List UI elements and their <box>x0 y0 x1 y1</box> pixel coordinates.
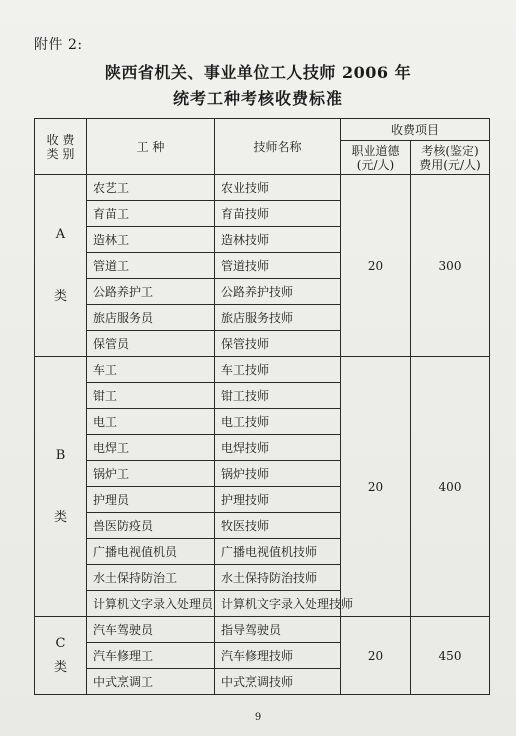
category-cell <box>35 175 87 357</box>
title-line-1: 陕西省机关、事业单位工人技师 2006 年 <box>104 63 412 82</box>
ethics-fee-cell: 20 <box>341 175 411 357</box>
job-cell: 汽车驾驶员 <box>87 617 215 643</box>
header-technician: 技师名称 <box>215 119 341 175</box>
header-exam-text: 考核(鉴定) 费用(元/人) <box>419 143 481 172</box>
technician-cell: 中式烹调技师 <box>215 669 341 695</box>
table-row <box>35 357 490 383</box>
technician-cell: 农业技师 <box>215 175 341 201</box>
job-cell: 电焊工 <box>87 435 215 461</box>
job-cell: 电工 <box>87 409 215 435</box>
page-number: 9 <box>254 712 262 723</box>
ethics-fee-cell: 20 <box>341 357 411 617</box>
title-line-2: 统考工种考核收费标准 <box>172 89 343 108</box>
technician-cell: 牧医技师 <box>215 513 341 539</box>
job-cell: 广播电视值机员 <box>87 539 215 565</box>
category-cell <box>35 357 87 617</box>
technician-cell: 指导驾驶员 <box>215 617 341 643</box>
technician-cell: 汽车修理技师 <box>215 643 341 669</box>
header-category-text: 收 费 类 别 <box>46 132 75 161</box>
technician-cell: 护理技师 <box>215 487 341 513</box>
technician-cell: 水土保持防治技师 <box>215 565 341 591</box>
technician-cell: 车工技师 <box>215 357 341 383</box>
job-cell: 中式烹调工 <box>87 669 215 695</box>
category-suffix: 类 <box>53 509 67 525</box>
category-cell <box>35 617 87 695</box>
technician-cell: 育苗技师 <box>215 201 341 227</box>
job-cell: 水土保持防治工 <box>87 565 215 591</box>
table-row <box>35 617 490 643</box>
header-fee-items: 收费项目 <box>341 119 490 141</box>
header-ethics-text: 职业道德 (元/人) <box>351 143 400 172</box>
technician-cell: 计算机文字录入处理技师 <box>215 591 341 617</box>
job-cell: 计算机文字录入处理员 <box>87 591 215 617</box>
job-cell: 保管员 <box>87 331 215 357</box>
attachment-label: 附件 2: <box>34 37 83 53</box>
exam-fee-cell: 300 <box>411 175 490 357</box>
table-row <box>35 175 490 201</box>
job-cell: 造林工 <box>87 227 215 253</box>
fee-table <box>34 118 490 695</box>
technician-cell: 旅店服务技师 <box>215 305 341 331</box>
technician-cell: 锅炉技师 <box>215 461 341 487</box>
job-cell: 育苗工 <box>87 201 215 227</box>
ethics-fee-cell: 20 <box>341 617 411 695</box>
category-suffix: 类 <box>53 659 67 675</box>
header-exam <box>411 141 490 175</box>
technician-cell: 公路养护技师 <box>215 279 341 305</box>
job-cell: 汽车修理工 <box>87 643 215 669</box>
category-letter: A <box>55 226 66 242</box>
category-letter: C <box>55 635 66 651</box>
job-cell: 钳工 <box>87 383 215 409</box>
job-cell: 旅店服务员 <box>87 305 215 331</box>
job-cell: 管道工 <box>87 253 215 279</box>
technician-cell: 电工技师 <box>215 409 341 435</box>
exam-fee-cell: 400 <box>411 357 490 617</box>
technician-cell: 造林技师 <box>215 227 341 253</box>
category-suffix: 类 <box>53 288 67 304</box>
job-cell: 公路养护工 <box>87 279 215 305</box>
header-job: 工 种 <box>87 119 215 175</box>
fee-table-body <box>35 175 490 695</box>
job-cell: 锅炉工 <box>87 461 215 487</box>
technician-cell: 管道技师 <box>215 253 341 279</box>
job-cell: 兽医防疫员 <box>87 513 215 539</box>
exam-fee-cell: 450 <box>411 617 490 695</box>
category-letter: B <box>55 447 66 463</box>
job-cell: 护理员 <box>87 487 215 513</box>
technician-cell: 广播电视值机技师 <box>215 539 341 565</box>
technician-cell: 保管技师 <box>215 331 341 357</box>
technician-cell: 钳工技师 <box>215 383 341 409</box>
header-ethics <box>341 141 411 175</box>
job-cell: 车工 <box>87 357 215 383</box>
technician-cell: 电焊技师 <box>215 435 341 461</box>
header-category <box>35 119 87 175</box>
job-cell: 农艺工 <box>87 175 215 201</box>
